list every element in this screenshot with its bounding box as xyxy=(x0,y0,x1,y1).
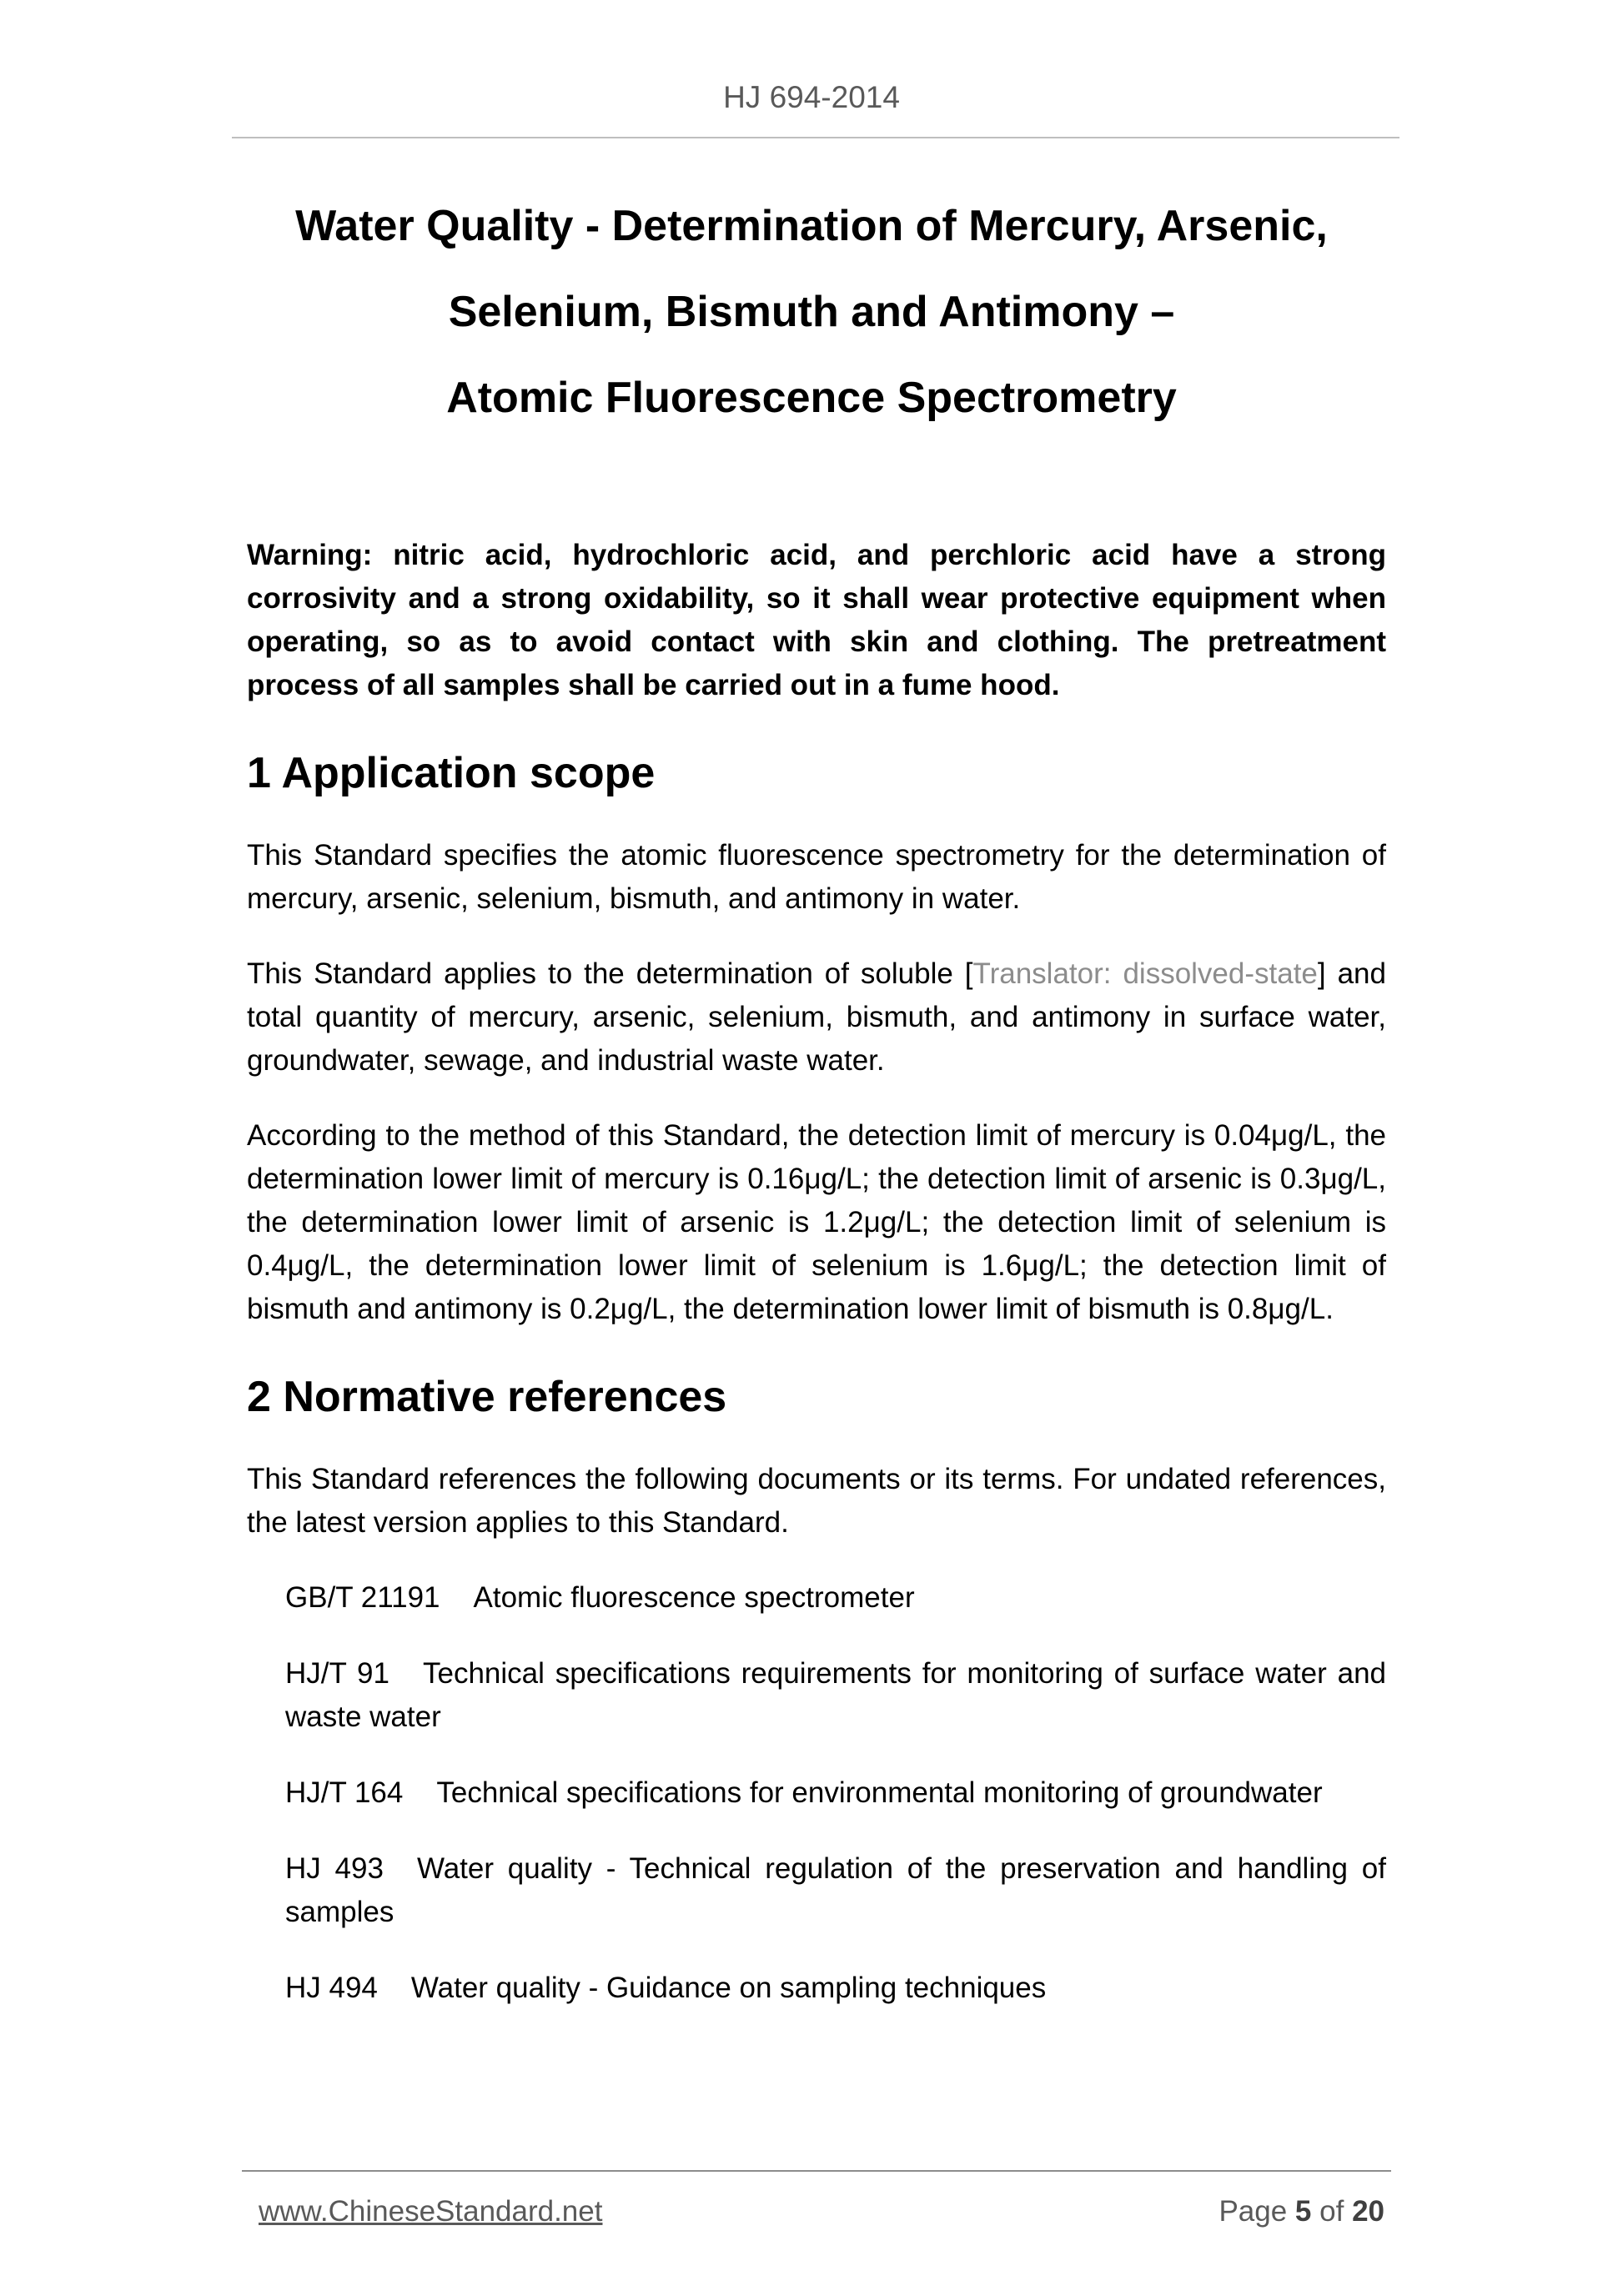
section-2-heading: 2 Normative references xyxy=(247,1373,727,1421)
reference-code: HJ 493 xyxy=(285,1852,384,1885)
page-number xyxy=(1219,2195,1384,2228)
reference-code: HJ/T 164 xyxy=(285,1776,404,1809)
website-link[interactable]: www.ChineseStandard.net xyxy=(259,2195,603,2228)
document-title xyxy=(0,183,1623,441)
scope-paragraph-2-end: ] and total quantity of mercury, arsenic, selenium, bismuth, and antimony in surface water, groundwater, sewage, and industrial waste water. xyxy=(247,957,1386,1077)
reference-title: Atomic fluorescence spectrometer xyxy=(473,1581,915,1614)
scope-paragraph-3: According to the method of this Standard, the detection limit of mercury is 0.04μg/L, the determination lower limit of mercury is 0.16μg/L; the detection limit of arsenic is 0.3μg/L, the determination lower limit of arsenic is 1.2μg/L; the detection limit of selenium is 0.4μg/L, the determination lower limit of selenium is 1.6μg/L; the detection limit of bismuth and antimony is 0.2μg/L, the determination lower limit of bismuth is 0.8μg/L. xyxy=(247,1119,1386,1325)
page-total: 20 xyxy=(1352,2195,1384,2228)
header-divider xyxy=(232,137,1399,138)
reference-item xyxy=(285,1847,1386,1934)
reference-item xyxy=(285,1771,1386,1815)
reference-title: Technical specifications requirements for monitoring of surface water and waste water xyxy=(285,1657,1386,1733)
page-label: Page xyxy=(1219,2195,1288,2228)
reference-code: GB/T 21191 xyxy=(285,1581,440,1614)
references-intro: This Standard references the following documents or its terms. For undated references, the latest version applies to this Standard. xyxy=(247,1463,1386,1539)
page-header: HJ 694-2014 xyxy=(723,80,900,114)
reference-code: HJ 494 xyxy=(285,1972,378,2004)
reference-title: Technical specifications for environmental monitoring of groundwater xyxy=(436,1776,1323,1809)
reference-title: Water quality - Technical regulation of the preservation and handling of samples xyxy=(285,1852,1386,1928)
page-current: 5 xyxy=(1294,2195,1312,2228)
title-line-2: Selenium, Bismuth and Antimony – xyxy=(448,288,1175,336)
title-line-3: Atomic Fluorescence Spectrometry xyxy=(446,374,1177,422)
page-of-label: of xyxy=(1319,2195,1344,2228)
reference-item xyxy=(285,1652,1386,1739)
reference-title: Water quality - Guidance on sampling techniques xyxy=(410,1972,1047,2004)
section-1-heading: 1 Application scope xyxy=(247,749,656,797)
warning-paragraph: Warning: nitric acid, hydrochloric acid, and perchloric acid have a strong corrosivity and a strong oxidability, so it shall wear protective equipment when operating, so as to avoid contact with skin and clothing. The pretreatment process of all samples shall be carried out in a fume hood. xyxy=(247,539,1386,701)
scope-paragraph-2-start: This Standard applies to the determination of soluble [ xyxy=(247,957,973,990)
scope-paragraph-1: This Standard specifies the atomic fluorescence spectrometry for the determination of mercury, arsenic, selenium, bismuth, and antimony in water. xyxy=(247,839,1386,915)
scope-paragraph-2 xyxy=(247,952,1386,1083)
reference-code: HJ/T 91 xyxy=(285,1657,389,1690)
reference-item xyxy=(285,1967,1386,2010)
document-body xyxy=(247,534,1386,2042)
translator-note: Translator: dissolved-state xyxy=(972,957,1318,990)
reference-item xyxy=(285,1576,1386,1620)
reference-list xyxy=(247,1576,1386,2010)
title-line-1: Water Quality - Determination of Mercury, Arsenic, xyxy=(295,202,1328,250)
footer-divider xyxy=(242,2170,1391,2172)
